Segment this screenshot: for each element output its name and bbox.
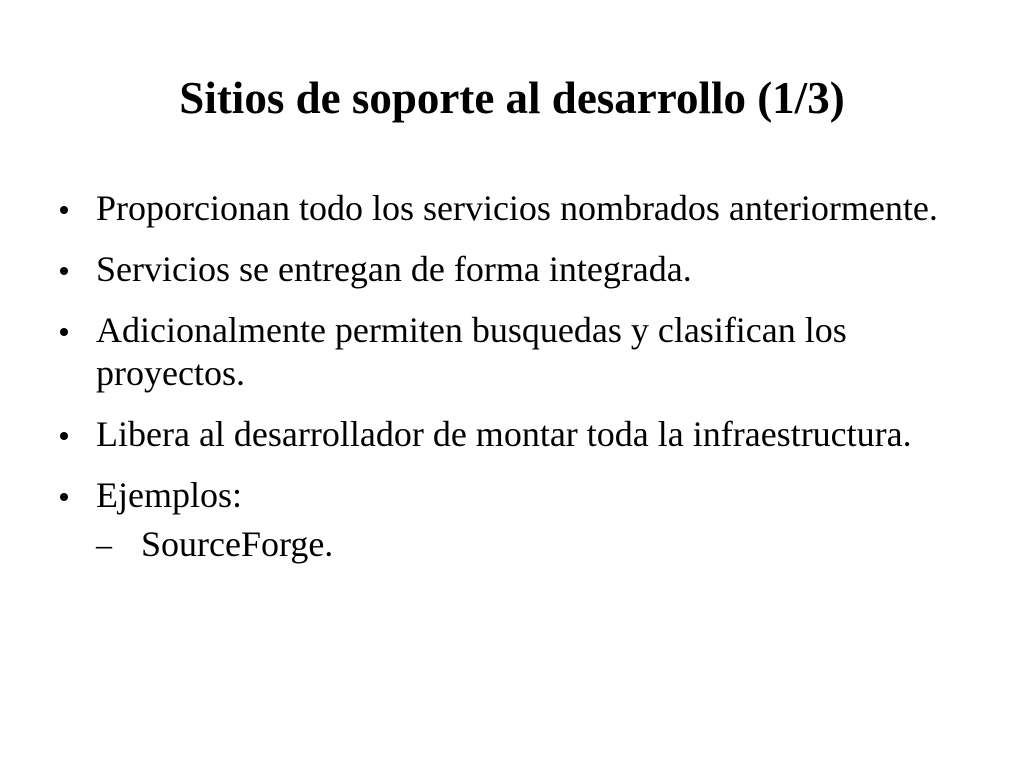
dash-icon: – [96,526,112,562]
sub-bullet-text: SourceForge. [141,524,334,564]
sub-bullet-list [96,523,976,566]
bullet-text: Adicionalmente permiten busquedas y clasifican los proyectos. [96,310,847,393]
slide-title: Sitios de soporte al desarrollo (1/3) [179,73,845,123]
bullet-dot-icon [60,267,68,275]
bullet-item [56,413,976,456]
bullet-list [56,187,976,584]
bullet-item [56,248,976,291]
bullet-item [56,309,976,395]
bullet-text: Ejemplos: [96,475,242,515]
bullet-dot-icon [60,328,68,336]
bullet-text: Proporcionan todo los servicios nombrados anteriormente. [96,188,938,228]
sub-bullet-item [96,523,976,566]
bullet-dot-icon [60,432,68,440]
bullet-item [56,474,976,566]
bullet-text: Libera al desarrollador de montar toda la infraestructura. [96,414,912,454]
bullet-dot-icon [60,206,68,214]
bullet-dot-icon [60,493,68,501]
bullet-text: Servicios se entregan de forma integrada. [96,249,692,289]
bullet-item [56,187,976,230]
